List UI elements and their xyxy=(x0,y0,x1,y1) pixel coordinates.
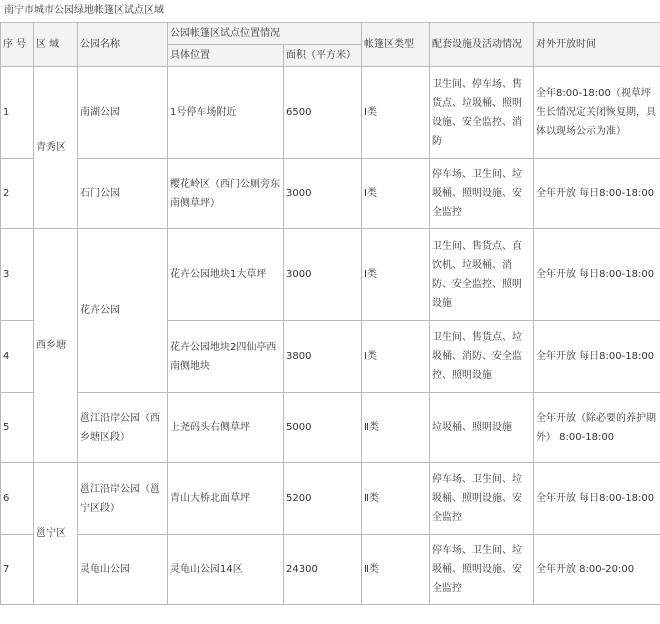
area-cell: 5000 xyxy=(284,393,362,463)
hours-cell: 全年开放 每日8:00-18:00 xyxy=(534,159,660,229)
header-seq: 序 号 xyxy=(1,23,34,67)
header-park: 公园名称 xyxy=(78,23,168,67)
park-cell: 邕江沿岸公园（邕宁区段） xyxy=(78,463,168,535)
type-cell: Ⅱ类 xyxy=(362,463,430,535)
type-cell: Ⅱ类 xyxy=(362,393,430,463)
hours-cell: 全年开放 每日8:00-18:00 xyxy=(534,463,660,535)
table-row xyxy=(1,159,660,229)
type-cell: Ⅰ类 xyxy=(362,229,430,321)
page-title: 南宁市城市公园绿地帐篷区试点区域 xyxy=(4,5,164,16)
location-cell: 上尧码头右侧草坪 xyxy=(168,393,284,463)
type-cell: Ⅰ类 xyxy=(362,67,430,159)
header-row-1 xyxy=(1,23,660,45)
hours-cell: 全年开放（除必要的养护期外） 8:00-18:00 xyxy=(534,393,660,463)
location-cell: 花卉公园地块2四仙亭西南侧地块 xyxy=(168,321,284,393)
park-cell: 花卉公园 xyxy=(78,229,168,393)
location-cell: 樱花岭区（西门公厕旁东南侧草坪） xyxy=(168,159,284,229)
location-cell: 灵龟山公园14区 xyxy=(168,535,284,605)
seq-cell: 4 xyxy=(1,321,34,393)
facilities-cell: 卫生间、停车场、售货点、垃圾桶、照明设施、安全监控、消防 xyxy=(430,67,534,159)
type-cell: Ⅰ类 xyxy=(362,159,430,229)
type-cell: Ⅱ类 xyxy=(362,535,430,605)
facilities-cell: 停车场、卫生间、垃圾桶、照明设施、安全监控 xyxy=(430,463,534,535)
tent-area-table xyxy=(0,22,660,605)
type-cell: Ⅰ类 xyxy=(362,321,430,393)
hours-cell: 全年开放 8:00-20:00 xyxy=(534,535,660,605)
hours-cell: 全年8:00-18:00（视草坪生长情况定关闭恢复期，具体以现场公示为准） xyxy=(534,67,660,159)
hours-cell: 全年开放 每日8:00-18:00 xyxy=(534,229,660,321)
facilities-cell: 垃圾桶、照明设施 xyxy=(430,393,534,463)
location-cell: 1号停车场附近 xyxy=(168,67,284,159)
facilities-cell: 停车场、卫生间、垃圾桶、照明设施、安全监控 xyxy=(430,159,534,229)
park-cell: 南湖公园 xyxy=(78,67,168,159)
seq-cell: 2 xyxy=(1,159,34,229)
seq-cell: 6 xyxy=(1,463,34,535)
park-cell: 邕江沿岸公园（西乡塘区段） xyxy=(78,393,168,463)
facilities-cell: 停车场、卫生间、垃圾桶、照明设施、安全监控 xyxy=(430,535,534,605)
area-cell: 5200 xyxy=(284,463,362,535)
area-cell: 3000 xyxy=(284,159,362,229)
district-cell: 西乡塘 xyxy=(34,229,78,463)
seq-cell: 5 xyxy=(1,393,34,463)
location-cell: 花卉公园地块1大草坪 xyxy=(168,229,284,321)
header-district: 区 域 xyxy=(34,23,78,67)
facilities-cell: 卫生间、售货点、垃圾桶、消防、安全监控、照明设施 xyxy=(430,321,534,393)
park-cell: 石门公园 xyxy=(78,159,168,229)
hours-cell: 全年开放 每日8:00-18:00 xyxy=(534,321,660,393)
table-row xyxy=(1,229,660,321)
area-cell: 6500 xyxy=(284,67,362,159)
district-cell: 邕宁区 xyxy=(34,463,78,605)
header-area: 面积（平方米） xyxy=(284,45,362,67)
district-cell: 青秀区 xyxy=(34,67,78,229)
table-row xyxy=(1,67,660,159)
table-row xyxy=(1,463,660,535)
park-cell: 灵龟山公园 xyxy=(78,535,168,605)
header-type: 帐篷区类型 xyxy=(362,23,430,67)
table-row xyxy=(1,393,660,463)
header-facilities: 配套设施及活动情况 xyxy=(430,23,534,67)
facilities-cell: 卫生间、售货点、直饮机、垃圾桶、消防、安全监控、照明设施 xyxy=(430,229,534,321)
seq-cell: 7 xyxy=(1,535,34,605)
header-location-group: 公园帐篷区试点位置情况 xyxy=(168,23,362,45)
seq-cell: 1 xyxy=(1,67,34,159)
area-cell: 3800 xyxy=(284,321,362,393)
seq-cell: 3 xyxy=(1,229,34,321)
location-cell: 青山大桥北面草坪 xyxy=(168,463,284,535)
area-cell: 3000 xyxy=(284,229,362,321)
area-cell: 24300 xyxy=(284,535,362,605)
table-row xyxy=(1,535,660,605)
header-location: 具体位置 xyxy=(168,45,284,67)
header-hours: 对外开放时间 xyxy=(534,23,660,67)
